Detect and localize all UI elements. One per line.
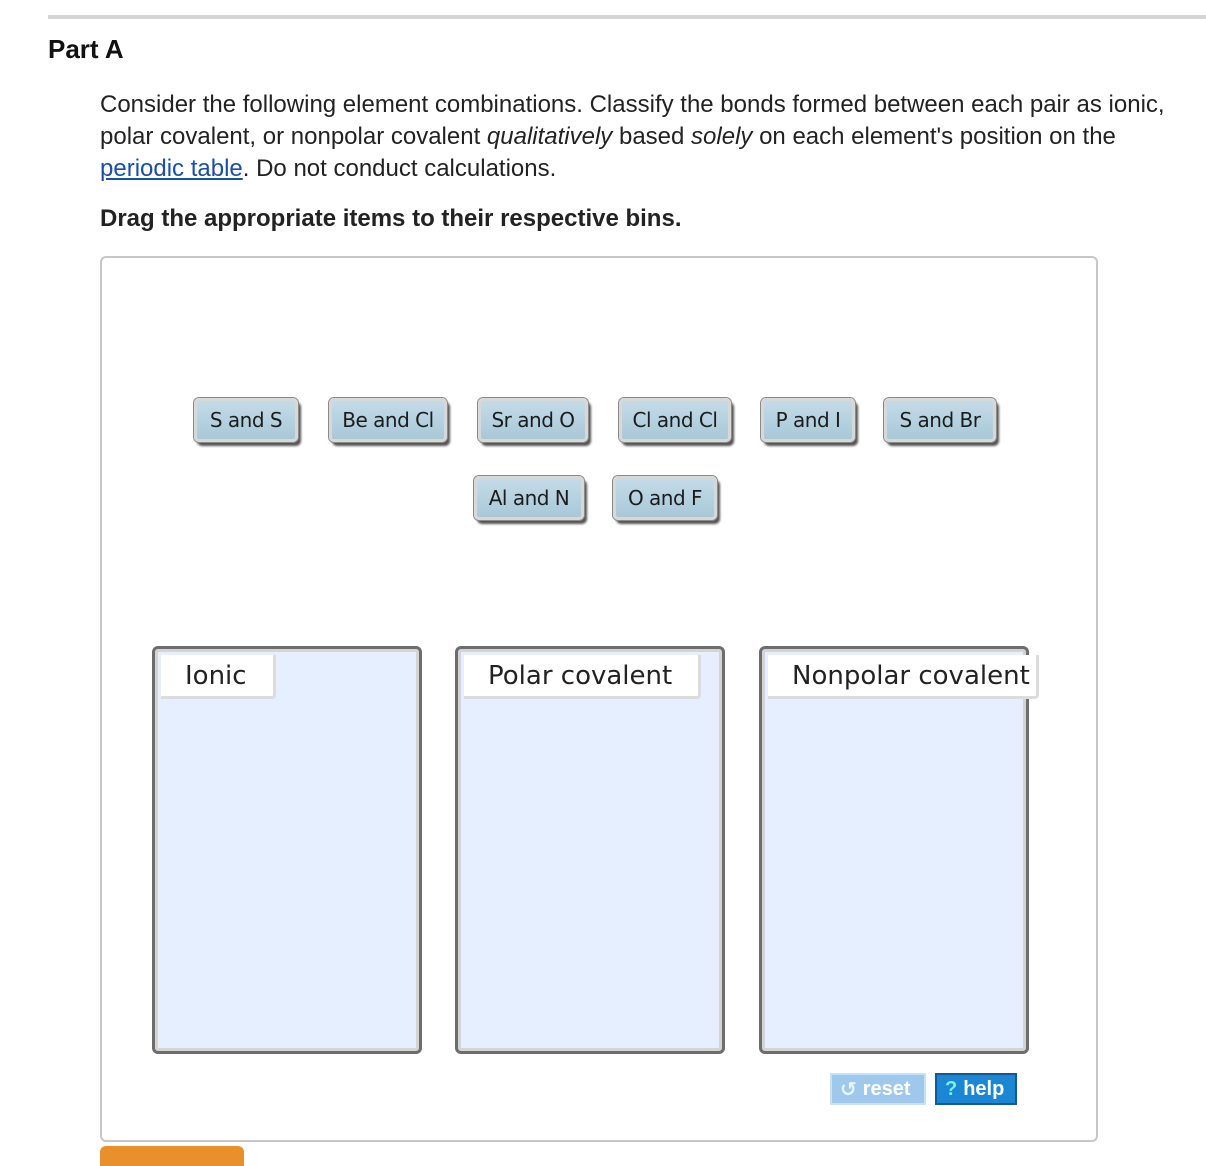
question-mark-icon: ? bbox=[945, 1077, 958, 1100]
bin-ionic[interactable] bbox=[152, 646, 422, 1054]
bin-label-ionic: Ionic bbox=[161, 655, 276, 699]
reset-button[interactable] bbox=[830, 1073, 926, 1105]
help-label: help bbox=[963, 1077, 1005, 1100]
bin-label-nonpolar-covalent: Nonpolar covalent bbox=[768, 655, 1039, 699]
part-title: Part A bbox=[48, 34, 124, 64]
drag-item-cl-and-cl[interactable]: Cl and Cl bbox=[619, 398, 731, 442]
help-button[interactable] bbox=[935, 1073, 1017, 1105]
bin-nonpolar-covalent[interactable] bbox=[759, 646, 1029, 1054]
periodic-table-link[interactable]: periodic table bbox=[100, 155, 243, 182]
drag-item-s-and-s[interactable]: S and S bbox=[194, 398, 298, 442]
drag-item-s-and-br[interactable]: S and Br bbox=[884, 398, 996, 442]
section-divider bbox=[48, 15, 1206, 19]
instruction: Drag the appropriate items to their respective bins. bbox=[100, 205, 682, 232]
reset-label: reset bbox=[862, 1077, 911, 1100]
bin-label-polar-covalent: Polar covalent bbox=[464, 655, 701, 699]
submit-button[interactable] bbox=[100, 1146, 244, 1166]
reset-arrow-icon: ↺ bbox=[840, 1078, 857, 1101]
drag-item-o-and-f[interactable]: O and F bbox=[613, 476, 717, 520]
drag-item-al-and-n[interactable]: Al and N bbox=[474, 476, 584, 520]
drag-item-be-and-cl[interactable]: Be and Cl bbox=[329, 398, 447, 442]
drag-item-sr-and-o[interactable]: Sr and O bbox=[478, 398, 588, 442]
drag-item-p-and-i[interactable]: P and I bbox=[761, 398, 855, 442]
bin-polar-covalent[interactable] bbox=[455, 646, 725, 1054]
question-text: Consider the following element combinations. Classify the bonds formed between each pair as ionic, polar covalent, or nonpolar covalent qualitatively based solely on each element's position on the periodic table. Do not conduct calculations. bbox=[100, 91, 1165, 182]
